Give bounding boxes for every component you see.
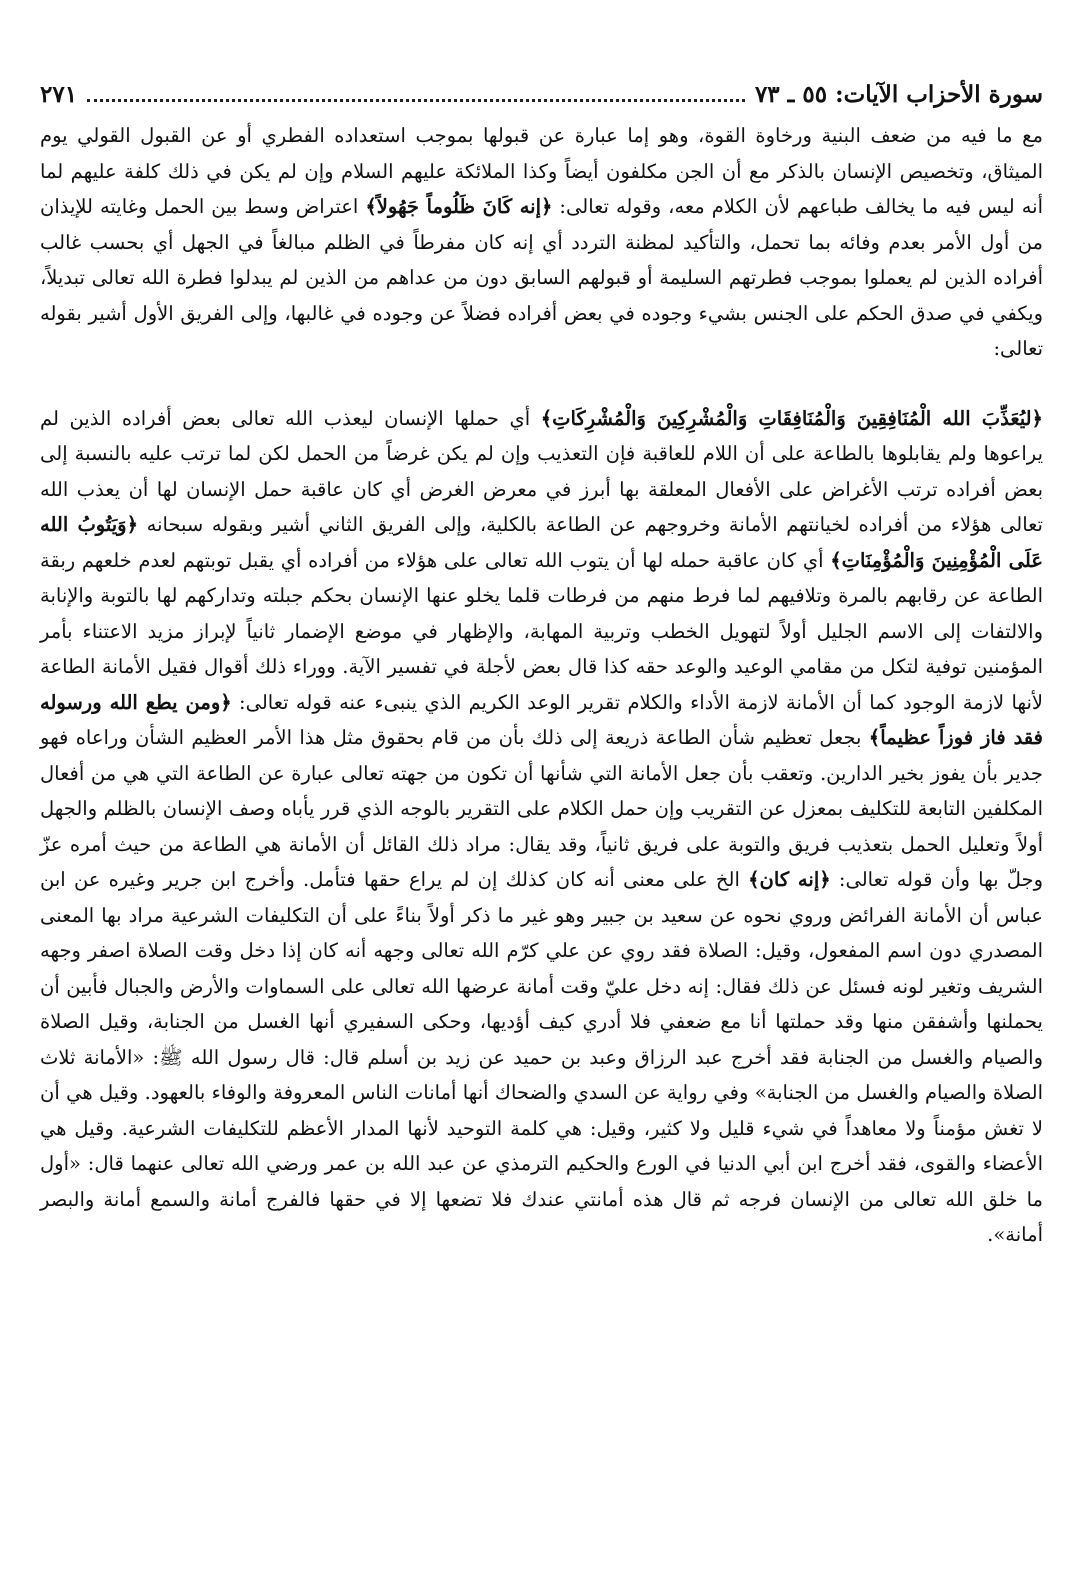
- text-segment: بجعل تعظيم شأن الطاعة ذريعة إلى ذلك بأن من قام بحقوق مثل هذا الأمر العظيم الشأن وراعاه فهو جدير بأن يفوز بخير الدارين. وتعقب بأن جعل الأمانة التي شأنها أن تكون من جهته تعالى عبارة عن الطاعة التي هي من أفعال المكلفين التابعة للتكليف بمعزل عن التقريب وإن حمل الكلام على التقرير بالوجه الذي قرر يأباه وصف الإنسان بالظلم والجهل أولاً وتعليل الحمل بتعذيب فريق والتوبة على فريق ثانياً، وقد يقال: مراد ذلك القائل أن الأمانة هي الطاعة من حيث أمره عزّ وجلّ بها وأن قوله تعالى:: [40, 726, 1043, 891]
- paragraph-2: [40, 401, 1043, 1253]
- surah-title: سورة الأحزاب الآيات: ٥٥ ـ ٧٣: [754, 80, 1043, 108]
- quran-verse: ﴿إنه كَانَ ظَلُوماً جَهُولاً﴾: [365, 195, 553, 218]
- paragraph-gap: [40, 367, 1043, 401]
- quran-verse: ﴿وَيَتُوبُ الله عَلَى الْمُؤْمِنِينَ وَالْمُؤْمِنَاتِ﴾: [40, 513, 1043, 572]
- paragraph-1: [40, 118, 1043, 367]
- quran-verse: ﴿إنه كان﴾: [748, 868, 831, 891]
- quran-verse: ﴿ليُعَذِّبَ الله الْمُنَافِقِينَ وَالْمُنَافِقَاتِ وَالْمُشْرِكِينَ وَالْمُشْرِكَاتِ﴾: [540, 406, 1043, 430]
- book-page: [40, 72, 1043, 1562]
- leader-dots: [87, 98, 745, 102]
- running-header: [40, 72, 1043, 116]
- text-segment: مع ما فيه من ضعف البنية ورخاوة القوة، وهو إما عبارة عن قبولها بموجب استعداده الفطري أو عن القبول القولي يوم الميثاق، وتخصيص الإنسان بالذكر مع أن الجن مكلفون أيضاً وكذا الملائكة عليهم السلام وإن لم يكن في ذلك كلفة عليهم لما أنه ليس فيه ما يخالف طباعهم لأن الكلام معه، وقوله تعالى:: [40, 124, 1043, 218]
- text-segment: الخ على معنى أنه كان كذلك إن لم يراع حقها فتأمل. وأخرج ابن جرير وغيره عن ابن عباس أن الأمانة الفرائض وروي نحوه عن سعيد بن جبير وهو غير ما ذكر أولاً بناءً على أن التكليفات الشرعية مراد بها المعنى المصدري دون اسم المفعول، وقيل: الصلاة فقد روي عن علي كرّم الله تعالى وجهه أنه كان إذا دخل وقت الصلاة اصفر وجهه الشريف وتغير لونه فسئل عن ذلك فقال: إنه دخل عليّ وقت أمانة عرضها الله تعالى على السماوات والأرض والجبال فأبين أن يحملنها وأشفقن منها وقد حملتها أنا مع ضعفي فلا أدري كيف أؤديها، وحكى السفيري أنها الغسل من الجنابة، وقيل الصلاة والصيام والغسل من الجنابة فقد أخرج عبد الرزاق وعبد بن حميد عن زيد بن أسلم قال: قال رسول الله ﷺ: «الأمانة ثلاث الصلاة والصيام والغسل من الجنابة» وفي رواية عن السدي والضحاك أنها أمانات الناس المعروفة والوفاء بالعهود. وقيل هي أن لا تغش مؤمناً ولا معاهداً في شيء قليل ولا كثير، وقيل: هي كلمة التوحيد لأنها المدار الأعظم للتكليفات الشرعية. وقيل هي الأعضاء والقوى، فقد أخرج ابن أبي الدنيا في الورع والحكيم الترمذي عن عبد الله بن عمر ورضي الله تعالى عنهما قال: «أول ما خلق الله تعالى من الإنسان فرجه ثم قال هذه أمانتي عندك فلا تضعها إلا في حقها فالفرج أمانة والسمع أمانة والبصر أمانة».: [40, 868, 1043, 1246]
- text-segment: أي كان عاقبة حمله لها أن يتوب الله تعالى على هؤلاء من أفراده أي يقبل توبتهم لعدم خلعهم ربقة الطاعة عن رقابهم بالمرة وتلافيهم لما فرط منهم من فرطات قلما يخلو عنها الإنسان بحكم جبلته وتداركهم لها بالتوبة والإنابة والالتفات إلى الاسم الجليل أولاً لتهويل الخطب وتربية المهابة، والإظهار في موضع الإضمار ثانياً لإبراز مزيد الاعتناء بأمر المؤمنين توفية لتكل من مقامي الوعيد والوعد حقه كذا قال بعض لأجلة في تفسير الآية. ووراء ذلك أقوال فقيل الأمانة الطاعة لأنها لازمة الوجود كما أن الأمانة لازمة الأداء والكلام تقرير الوعد الكريم الذي ينبىء عنه قوله تعالى:: [40, 548, 1043, 714]
- text-segment: أي حملها الإنسان ليعذب الله تعالى بعض أفراده الذين لم يراعوها ولم يقابلوها بالطاعة على أن اللام للعاقبة فإن التعذيب وإن لم يكن غرضاً من الحمل لكن لما ترتب عليه بالنسبة إلى بعض أفراده ترتب الأغراض على الأفعال المعلقة بها أبرز في معرض الغرض أي كان عاقبة حمل الإنسان لها أن يعذب الله تعالى هؤلاء من أفراده لخيانتهم الأمانة وخروجهم عن الطاعة بالكلية، وإلى الفريق الثاني أشير وبقوله سبحانه: [40, 406, 1043, 536]
- text-segment: اعتراض وسط بين الحمل وغايته للإيذان من أول الأمر بعدم وفائه بما تحمل، والتأكيد لمظنة التردد أي إنه كان مفرطاً في الظلم مبالغاً في الجهل أي بحسب غالب أفراده الذين لم يعملوا بموجب فطرتهم السليمة أو قبولهم السابق دون من عداهم من الذين لم يبدلوا فطرة الله تعالى تبديلاً، ويكفي في صدق الحكم على الجنس بشيء وجوده في بعض أفراده فضلاً عن وجوده في غالبها، وإلى الفريق الأول أشير بقوله تعالى:: [40, 195, 1043, 360]
- page-number: ٢٧١: [40, 80, 78, 108]
- quran-verse: ﴿ومن يطع الله ورسوله فقد فاز فوزاً عظيماً﴾: [40, 690, 1043, 749]
- page-body: [40, 118, 1043, 1253]
